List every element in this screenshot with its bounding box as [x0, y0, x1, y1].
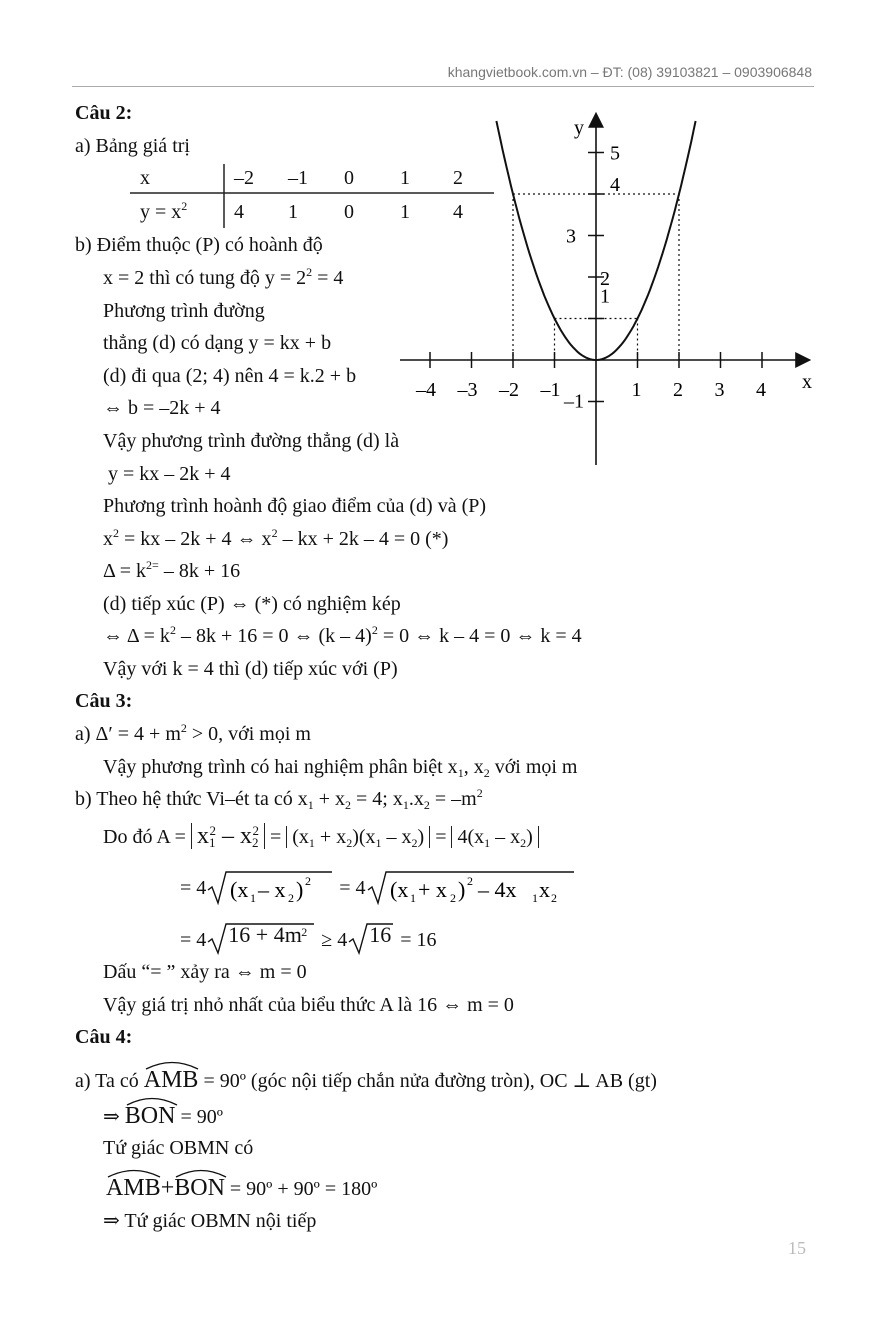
- cau2-b9: Phương trình hoành độ giao điểm của (d) và (P): [103, 495, 487, 517]
- cau3-b4: [180, 922, 437, 956]
- svg-text:2: 2: [288, 891, 295, 905]
- cau2-b6: ⇔ b = –2k + 4: [103, 397, 221, 419]
- svg-text:– 4x: – 4x: [477, 877, 517, 902]
- text: 16 + 4m: [228, 922, 302, 947]
- sqrt-1: [206, 870, 334, 906]
- text: Do đó A =: [103, 826, 186, 848]
- subscript: 1: [402, 798, 409, 812]
- table-y-val: 4: [234, 201, 244, 223]
- y-tick-label: 3: [566, 225, 576, 248]
- cau2-b4: thẳng (d) có dạng y = kx + b: [103, 332, 332, 354]
- header-rule: [72, 86, 814, 87]
- arc-amb: [144, 1066, 199, 1092]
- exponent: 2: [113, 526, 119, 540]
- x-tick-label: 2: [673, 379, 683, 401]
- text: = 16: [400, 929, 437, 951]
- cau3-b1: [75, 787, 483, 811]
- subscript: 2: [345, 798, 352, 812]
- text: AMB: [106, 1175, 161, 1201]
- x-tick-label: –3: [457, 379, 478, 401]
- text: + x: [313, 788, 346, 810]
- abs-expr-2: $(x_1 + x_2)(x_1 - x_2)$: [286, 826, 430, 848]
- cau3-b6: Vậy giá trị nhỏ nhất của biểu thức A là 16 ⇔ m = 0: [103, 994, 514, 1016]
- table-y-val: 4: [453, 201, 463, 223]
- table-y-label-text: y = x: [140, 201, 182, 223]
- svg-text:x: x: [538, 877, 550, 902]
- text: BON: [124, 1103, 176, 1129]
- text: – kx + 2k – 4 = 0 (*): [277, 528, 449, 550]
- parabola-graph: [398, 110, 818, 470]
- cau3-b5: Dấu “= ” xảy ra ⇔ m = 0: [103, 961, 307, 983]
- exponent: 2: [180, 721, 187, 735]
- x-tick-label: 4: [756, 379, 766, 401]
- arc-amb: [106, 1174, 161, 1200]
- text: x: [103, 528, 113, 550]
- text: .x: [408, 788, 424, 810]
- sqrt-2: [366, 870, 576, 906]
- y-tick-label: 5: [610, 142, 620, 165]
- svg-text:1: 1: [250, 891, 257, 905]
- table-y-label: [140, 200, 187, 224]
- text: = 90º + 90º = 180º: [229, 1178, 378, 1200]
- abs-expr-1: $x_1^2 - x_2^2$: [191, 823, 265, 849]
- cau4-a3: Tứ giác OBMN có: [103, 1137, 254, 1159]
- cau2-b3: Phương trình đường: [103, 300, 265, 322]
- text: = 0 ⇔ k – 4 = 0 ⇔ k = 4: [377, 625, 582, 647]
- cau3-b3: [180, 870, 576, 906]
- exponent: 2: [271, 526, 278, 540]
- text: = 90º: [180, 1106, 223, 1128]
- cau4-title: Câu 4:: [75, 1026, 133, 1048]
- cau2-b1: b) Điểm thuộc (P) có hoành độ: [75, 234, 323, 256]
- cau3-a2: [103, 755, 578, 779]
- text: = 4: [180, 929, 207, 951]
- svg-text:): ): [457, 877, 465, 902]
- svg-text:(x: (x: [230, 877, 249, 902]
- page-number: 15: [788, 1238, 806, 1258]
- cau4-a5: ⇒ Tứ giác OBMN nội tiếp: [103, 1210, 317, 1232]
- svg-text:2: 2: [550, 891, 557, 905]
- text: ≥ 4: [321, 929, 348, 951]
- cau2-b13: [103, 624, 582, 648]
- text: = 4: [312, 267, 344, 289]
- text: , x: [463, 756, 484, 778]
- cau2-b14: Vậy với k = 4 thì (d) tiếp xúc với (P): [103, 658, 398, 680]
- y-tick-label: 1: [600, 285, 610, 308]
- cau2-title: Câu 2:: [75, 102, 133, 124]
- plus-sign: +: [160, 1175, 175, 1201]
- subscript: 1: [457, 766, 464, 780]
- sqrt-4: [347, 922, 395, 956]
- sqrt-3: 16 + 4m 2: [206, 922, 316, 956]
- text: – 8k + 16: [158, 560, 241, 582]
- svg-text:(x: (x: [389, 877, 408, 902]
- exponent: 2: [371, 623, 378, 637]
- abs-expr-3: $4(x_1 - x_2)$: [451, 826, 538, 848]
- table-x-label: x: [140, 167, 150, 189]
- x-tick-label: –4: [416, 379, 436, 401]
- text: = 4: [180, 877, 207, 899]
- y-tick-label: 2: [600, 268, 610, 290]
- subscript: 1: [307, 798, 314, 812]
- arc-bon: [174, 1174, 225, 1200]
- cau2-a: a) Bảng giá trị: [75, 135, 190, 157]
- y-axis-label: y: [574, 117, 584, 139]
- cau4-a2: [103, 1102, 223, 1129]
- table-x-val: –2: [234, 167, 254, 189]
- cau3-a1: [75, 722, 311, 746]
- svg-text:1: 1: [409, 891, 416, 905]
- table-x-val: 2: [453, 167, 463, 189]
- svg-text:– x: – x: [258, 877, 286, 902]
- cau2-b10: [103, 527, 448, 551]
- svg-text:2: 2: [466, 874, 473, 888]
- table-x-val: 0: [344, 167, 354, 189]
- exponent: 2: [169, 623, 176, 637]
- text: = 4: [339, 877, 366, 899]
- page-header: khangvietbook.com.vn – ĐT: (08) 39103821 – 0903906848: [447, 64, 812, 80]
- cau2-b12: (d) tiếp xúc (P) ⇔ (*) có nghiệm kép: [103, 593, 401, 615]
- text: = kx – 2k + 4 ⇔ x: [119, 528, 272, 550]
- cau2-b11: [103, 559, 240, 583]
- text: AMB: [143, 1067, 199, 1093]
- cau2-b5: (d) đi qua (2; 4) nên 4 = k.2 + b: [103, 365, 357, 387]
- text: a) Ta có: [75, 1070, 139, 1092]
- text: a) Δ′ = 4 + m: [75, 723, 181, 745]
- text: b) Theo hệ thức Vi–ét ta có x: [75, 788, 308, 810]
- arc-bon: [125, 1102, 176, 1128]
- text: với mọi m: [489, 756, 578, 778]
- x-tick-label: –2: [499, 379, 519, 401]
- svg-text:+ x: + x: [417, 877, 447, 902]
- text: x = 2 thì có tung độ y = 2: [103, 267, 307, 289]
- text: ⇔ Δ = k: [103, 625, 170, 647]
- text: = 90º (góc nội tiếp chắn nửa đường tròn), OC ⊥ AB (gt): [203, 1070, 657, 1092]
- cau4-a1: [75, 1066, 657, 1093]
- subscript: 2: [483, 766, 490, 780]
- x-tick-label: 3: [714, 379, 725, 401]
- svg-text:1: 1: [531, 891, 538, 905]
- y-ticks: [563, 143, 620, 413]
- text: ⇒: [103, 1106, 120, 1128]
- y-tick-label: –1: [564, 390, 584, 413]
- text: = 4; x: [351, 788, 403, 810]
- x-axis-label: x: [802, 371, 812, 393]
- subscript: 2: [423, 798, 430, 812]
- table-x-val: –1: [288, 167, 308, 189]
- table-x-val: 1: [400, 167, 410, 189]
- svg-text:2: 2: [305, 874, 312, 888]
- exponent: 2: [476, 786, 483, 800]
- table-y-val: 1: [288, 201, 298, 223]
- x-tick-label: –1: [540, 379, 561, 401]
- text: = –m: [429, 788, 477, 810]
- cau2-b7: Vậy phương trình đường thẳng (d) là: [103, 430, 400, 452]
- text: Vậy phương trình có hai nghiệm phân biệt x: [103, 756, 458, 778]
- svg-text:2: 2: [449, 891, 456, 905]
- x-tick-label: 1: [631, 379, 642, 401]
- exponent: 2: [306, 265, 313, 279]
- text: > 0, với mọi m: [186, 723, 311, 745]
- exponent: 2: [181, 199, 188, 213]
- table-y-val: 0: [344, 201, 354, 223]
- cau2-b2: [103, 266, 343, 290]
- text: 16: [369, 922, 392, 947]
- text: BON: [174, 1175, 225, 1201]
- cau4-a4: [106, 1174, 377, 1201]
- text: Δ = k: [103, 560, 147, 582]
- y-tick-label: 4: [610, 174, 620, 196]
- cau3-title: Câu 3:: [75, 690, 133, 712]
- cau3-b2: Do đó $A = x_1^2 - x_2^2 = (x_1 + x_2)(x_1 - x_2) = 4(x_1 - x_2)$: [103, 824, 539, 849]
- text: – 8k + 16 = 0 ⇔ (k – 4): [175, 625, 372, 647]
- svg-text:): ): [296, 877, 304, 902]
- table-y-val: 1: [400, 201, 410, 223]
- exponent: 2=: [146, 558, 159, 572]
- cau2-b8: y = kx – 2k + 4: [108, 463, 231, 485]
